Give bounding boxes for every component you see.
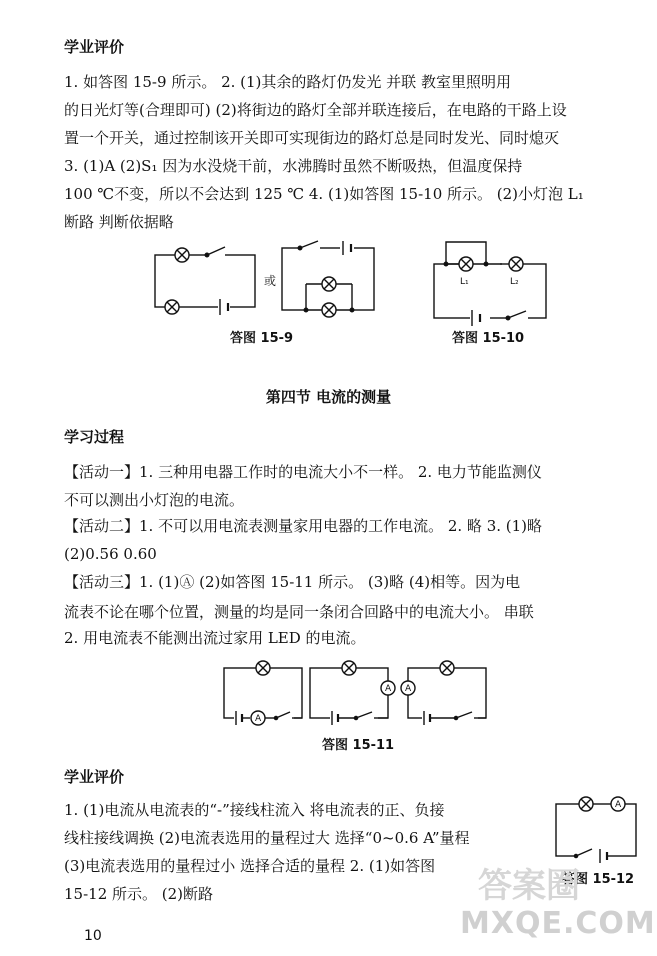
text-line: 不可以测出小灯泡的电流。 xyxy=(64,491,245,509)
lamp-label-l1: L₁ xyxy=(460,277,469,287)
circuit-15-12 xyxy=(552,796,642,866)
text-line: 【活动三】1. (1)Ⓐ (2)如答图 15-11 所示。 (3)略 (4)相等。因为电 xyxy=(64,573,521,591)
text-line: 断路 判断依据略 xyxy=(64,213,174,231)
text-line: 置一个开关，通过控制该开关即可实现街边的路灯总是同时发光、同时熄灭 xyxy=(64,129,560,147)
circuit-15-9-a xyxy=(150,240,260,320)
text-line: 【活动一】1. 三种用电器工作时的电流大小不一样。 2. 电力节能监测仪 xyxy=(64,463,542,481)
svg-text:A: A xyxy=(255,714,262,724)
text-line: 1. (1)电流从电流表的“-”接线柱流入 将电流表的正、负接 xyxy=(64,801,445,819)
caption-15-11: 答图 15-11 xyxy=(322,738,395,753)
watermark-logo: 答案圈 xyxy=(478,866,580,906)
text-line: 15-12 所示。 (2)断路 xyxy=(64,885,214,903)
caption-15-12: 答图 15-12 xyxy=(562,872,635,887)
text-line: 【活动二】1. 不可以用电流表测量家用电器的工作电流。 2. 略 3. (1)略 xyxy=(64,517,543,535)
circuit-15-9-b xyxy=(280,238,380,322)
text-line: 2. 用电流表不能测出流过家用 LED 的电流。 xyxy=(64,629,366,647)
text-line: 线柱接线调换 (2)电流表选用的量程过大 选择“0~0.6 A”量程 xyxy=(64,829,470,847)
circuits-15-11 xyxy=(222,660,492,730)
circuit-15-10 xyxy=(430,236,550,326)
text-line: 流表不论在哪个位置，测量的均是同一条闭合回路中的电流大小。 串联 xyxy=(64,603,534,621)
caption-15-9: 答图 15-9 xyxy=(230,331,294,346)
page-number: 10 xyxy=(84,928,102,944)
text-line: 1. 如答图 15-9 所示。 2. (1)其余的路灯仍发光 并联 教室里照明用 xyxy=(64,73,511,91)
svg-text:A: A xyxy=(405,684,412,694)
watermark-brand: MXQE.COM xyxy=(460,906,656,941)
svg-text:A: A xyxy=(385,684,392,694)
lamp-label-l2: L₂ xyxy=(510,277,519,287)
section-title: 第四节 电流的测量 xyxy=(265,388,392,406)
section-heading-process: 学习过程 xyxy=(64,428,125,446)
text-line: 3. (1)A (2)S₁ 因为水没烧干前，水沸腾时虽然不断吸热，但温度保持 xyxy=(64,157,523,175)
or-label: 或 xyxy=(264,274,277,288)
text-line: (3)电流表选用的量程过小 选择合适的量程 2. (1)如答图 xyxy=(64,857,436,875)
text-line: 100 ℃不变，所以不会达到 125 ℃ 4. (1)如答图 15-10 所示。 (2)小灯泡 L₁ xyxy=(64,185,584,203)
caption-15-10: 答图 15-10 xyxy=(452,331,525,346)
section-heading-evaluation-1: 学业评价 xyxy=(64,38,125,56)
text-line: 的日光灯等(合理即可) (2)将街边的路灯全部并联连接后，在电路的干路上设 xyxy=(64,101,567,119)
svg-text:A: A xyxy=(615,800,622,810)
text-line: (2)0.56 0.60 xyxy=(64,545,157,563)
section-heading-evaluation-2: 学业评价 xyxy=(64,768,125,786)
